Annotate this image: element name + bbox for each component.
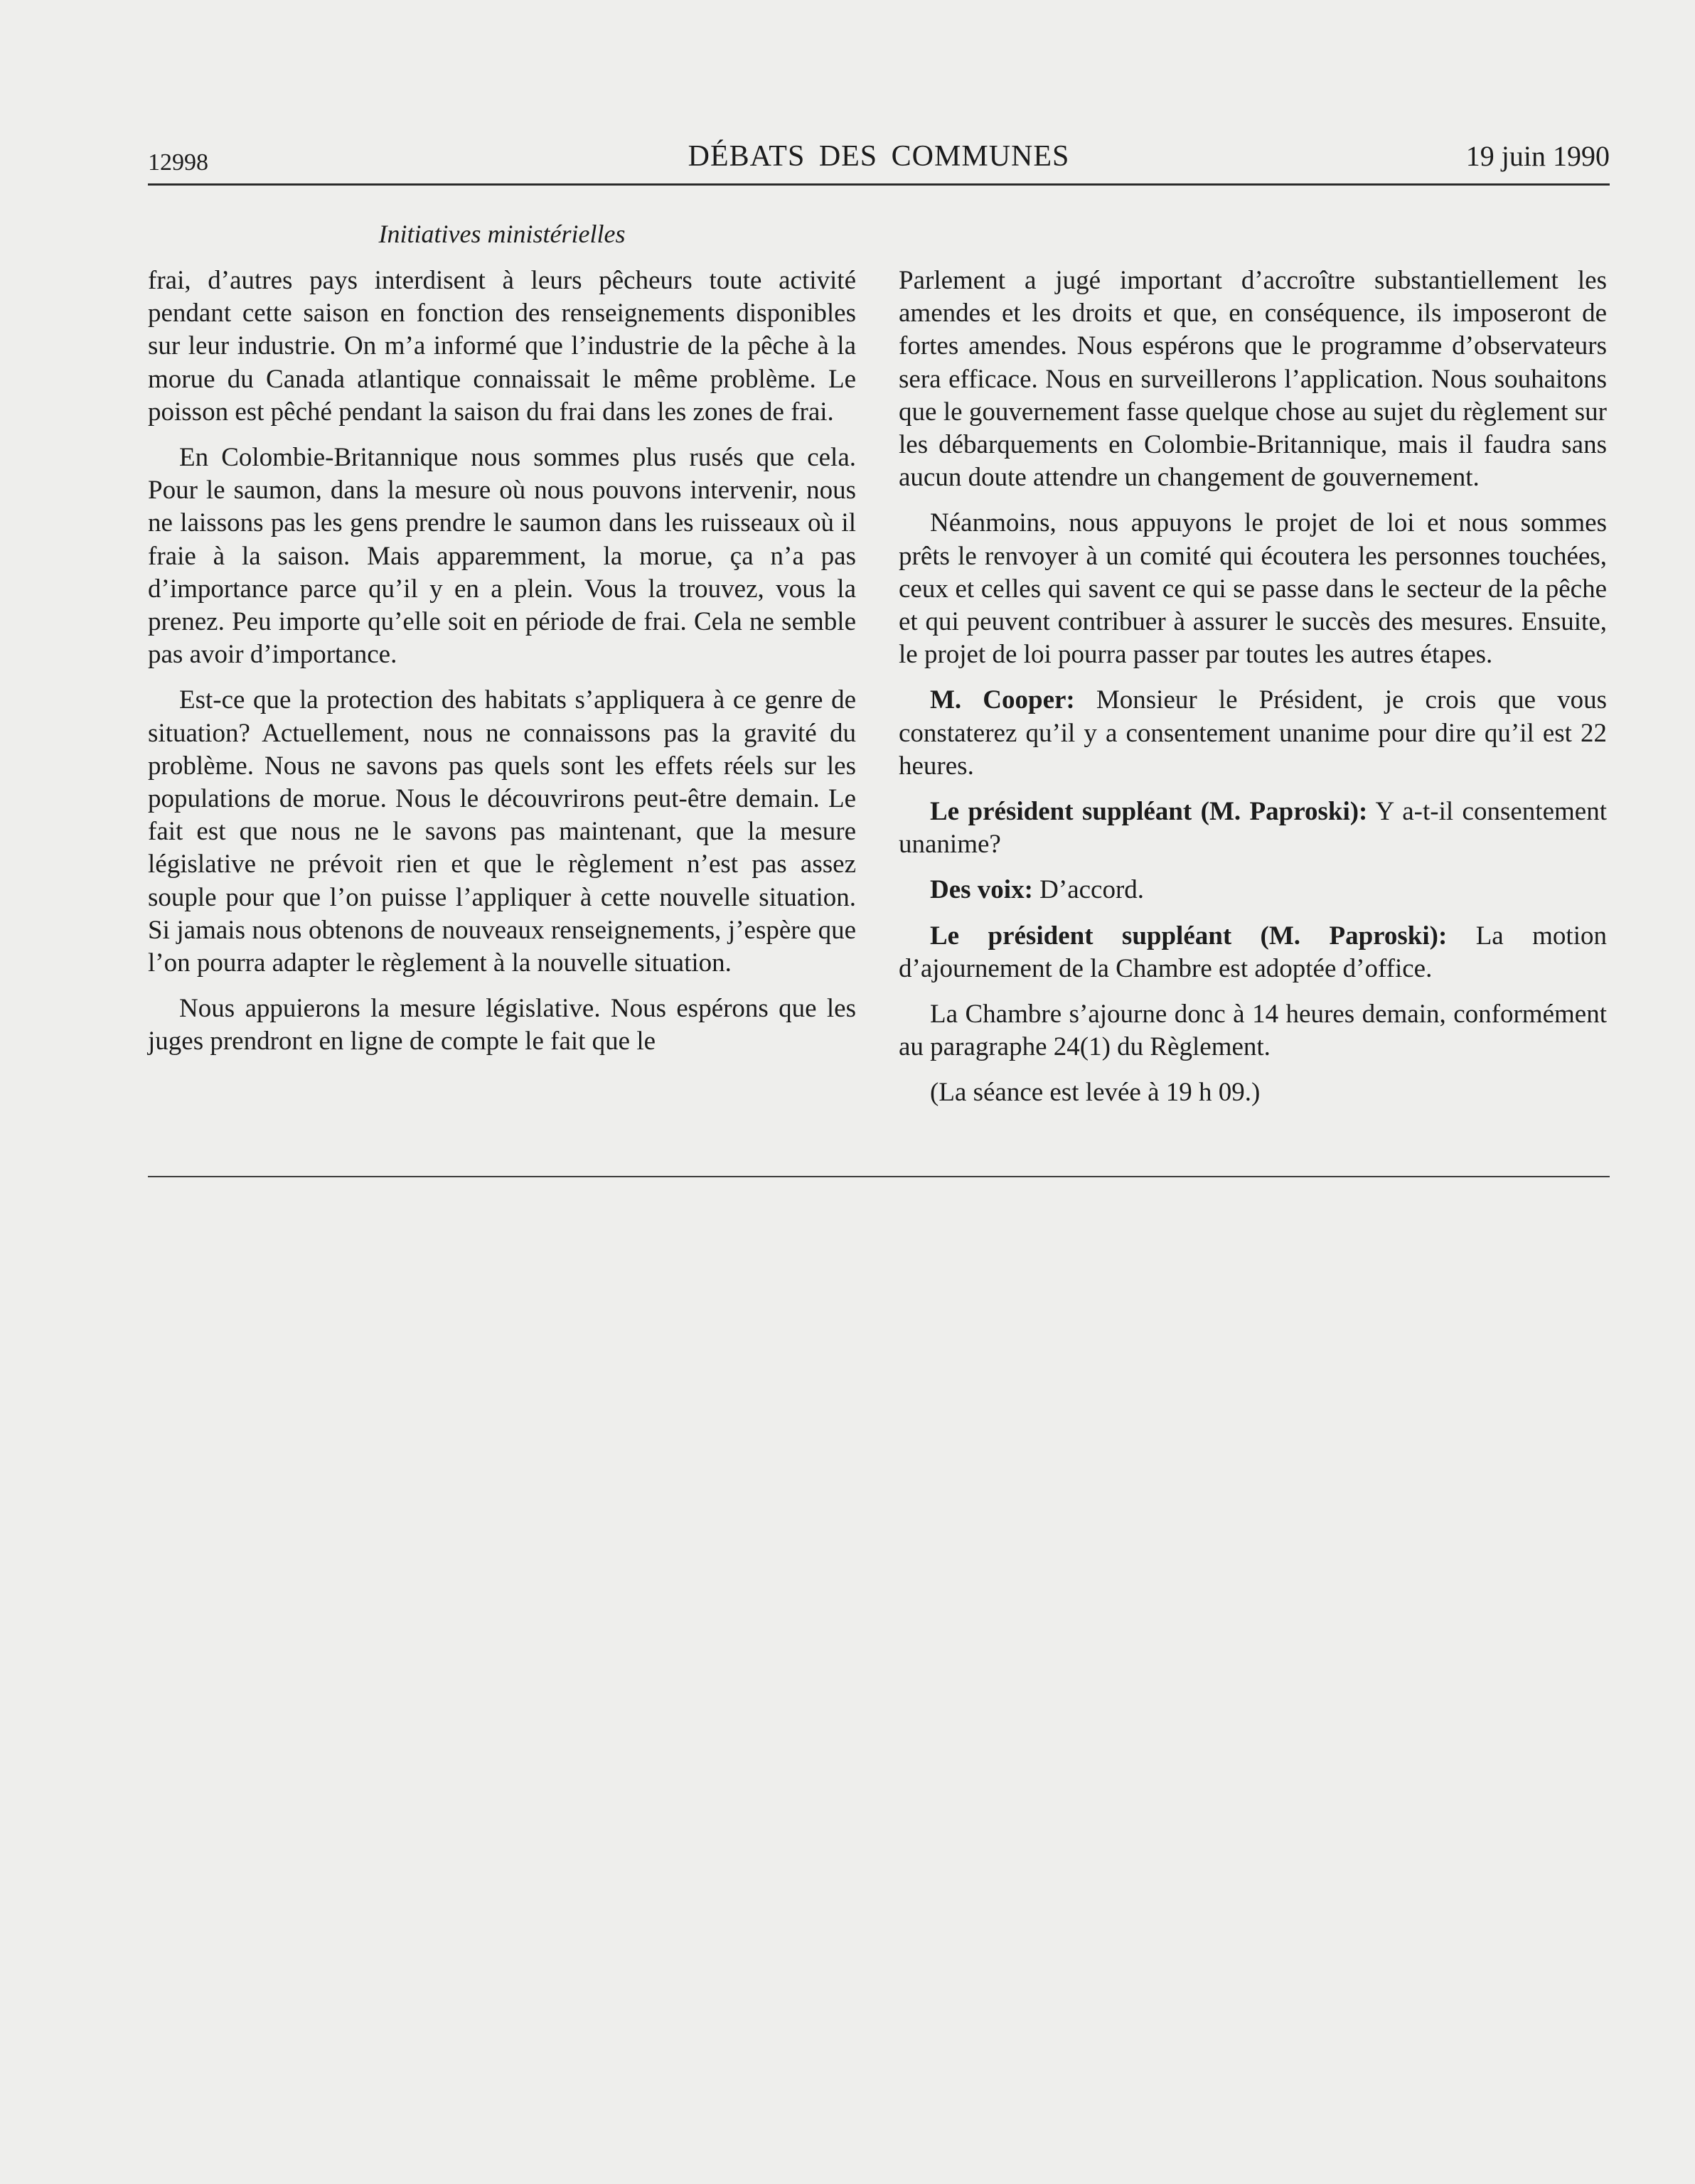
speaker-name: Des voix: [930, 875, 1033, 905]
paragraph: Nous appuierons la mesure législative. Nous espérons que les juges prendront en ligne de compte le fait que le [148, 994, 856, 1056]
bottom-rule [148, 1176, 1610, 1177]
speaker-name: Le président suppléant (M. Paproski): [930, 921, 1448, 951]
paragraph: Parlement a jugé important d’accroître substantiellement les amendes et les droits et que, en conséquence, ils imposeront de fortes amendes. Nous espérons que le programme d’observateurs sera efficace. Nous en surveillerons l’application. Nous souhaitons que le gouvernement fasse quelque chose au sujet du règlement sur les débarquements en Colombie-Britannique, mais il faudra sans aucun doute attendre un changement de gouvernement. [899, 266, 1607, 493]
speech-text: D’accord. [1032, 875, 1145, 905]
header-rule [148, 183, 1610, 186]
speech-paragraph [899, 920, 1607, 985]
adjournment-note: (La séance est levée à 19 h 09.) [930, 1078, 1261, 1108]
publication-date: 19 juin 1990 [1465, 140, 1610, 172]
publication-title: DÉBATS DES COMMUNES [688, 140, 1070, 173]
speech-paragraph [899, 874, 1607, 906]
paragraph: frai, d’autres pays interdisent à leurs pêcheurs toute activité pendant cette saison en fonction des renseignements disponibles sur leur industrie. On m’a informé que l’industrie de la pêche à la morue du Canada atlantique connaissait le même problème. Le poisson est pêché pendant la saison du frai dans les zones de frai. [148, 266, 856, 427]
paragraph: Est-ce que la protection des habitats s’appliquera à ce genre de situation? Actuellement, nous ne connaissons pas la gravité du problème. Nous ne savons pas quels sont les effets réels sur les populations de morue. Nous le découvrirons peut-être demain. Le fait est que nous ne le savons pas maintenant, que la mesure législative ne prévoit rien et que le règlement n’est pas assez souple pour que l’on puisse l’appliquer à cette nouvelle situation. Si jamais nous obtenons de nouveaux renseignements, j’espère que l’on pourra adapter le règlement à la nouvelle situation. [148, 685, 856, 978]
paragraph: En Colombie-Britannique nous sommes plus rusés que cela. Pour le saumon, dans la mesure où nous pouvons intervenir, nous ne laissons pas les gens prendre le saumon dans les ruisseaux où il fraie à la saison. Mais apparemment, la morue, ça n’a pas d’importance parce qu’il y en a plein. Vous la trouvez, vous la prenez. Peu importe qu’elle soit en période de frai. Cela ne semble pas avoir d’importance. [148, 443, 856, 670]
paragraph: Néanmoins, nous appuyons le projet de loi et nous sommes prêts le renvoyer à un comité qui écoutera les personnes touchées, ceux et celles qui savent ce qui se passe dans le secteur de la pêche et qui peuvent contribuer à assurer le succès des mesures. Ensuite, le projet de loi pourra passer par toutes les autres étapes. [899, 508, 1607, 670]
page-number: 12998 [148, 149, 208, 176]
right-column [899, 264, 1607, 1123]
page-header [148, 136, 1610, 181]
speaker-name: M. Cooper: [930, 685, 1075, 715]
speech-text: Y a-t-il consentement unanime? [899, 797, 1607, 860]
speech-text: Monsieur le Président, je crois que vous constaterez qu’il y a consentement unanime pour dire qu’il est 22 heures. [899, 685, 1608, 781]
speaker-name: Le président suppléant (M. Paproski): [930, 797, 1368, 827]
speech-text: La motion d’ajournement de la Chambre est adoptée d’office. [899, 921, 1607, 983]
speech-paragraph [899, 796, 1607, 861]
speech-paragraph [899, 684, 1607, 783]
section-title: Initiatives ministérielles [378, 220, 626, 248]
paragraph: La Chambre s’ajourne donc à 14 heures demain, conformément au paragraphe 24(1) du Règlement. [899, 1000, 1607, 1062]
left-column [148, 264, 856, 1071]
